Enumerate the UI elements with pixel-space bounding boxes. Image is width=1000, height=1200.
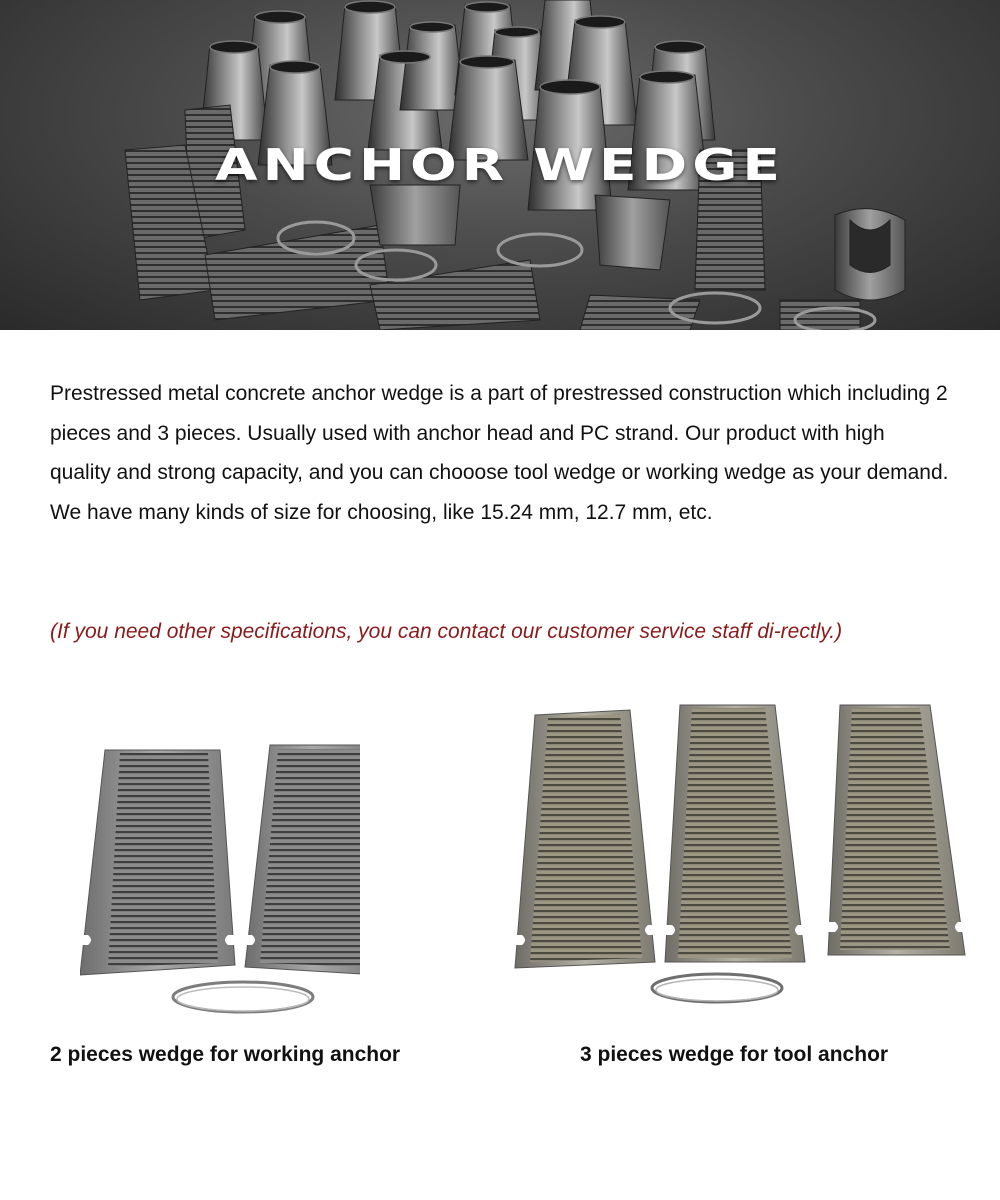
hero-banner <box>0 0 1000 330</box>
caption-two-piece-wedge: 2 pieces wedge for working anchor <box>50 1043 401 1066</box>
product-description: Prestressed metal concrete anchor wedge is a part of prestressed construction which including 2 pieces and 3 pieces. Usually used with anchor head and PC strand. Our product with high quality and strong capacity, and you can chooose tool wedge or working wedge as your demand. We have many kinds of size for choosing, like 15.24 mm, 12.7 mm, etc. <box>50 382 949 524</box>
hero-title: ANCHOR WEDGE <box>215 140 785 191</box>
contact-note: (If you need other specifications, you can contact our customer service staff di-rectly.) <box>50 620 843 643</box>
two-piece-wedge-image <box>80 735 360 1025</box>
caption-three-piece-wedge: 3 pieces wedge for tool anchor <box>580 1043 889 1066</box>
three-piece-wedge-image <box>510 700 970 1010</box>
